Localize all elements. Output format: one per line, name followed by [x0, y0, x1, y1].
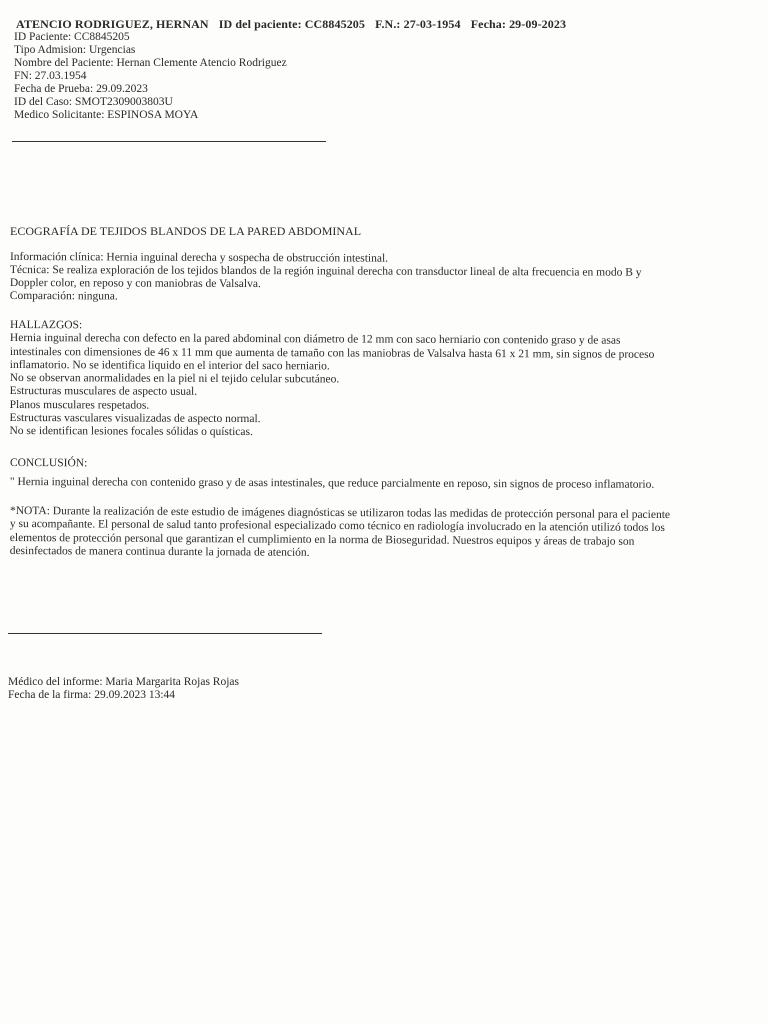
findings-line: Estructuras vasculares visualizadas de aspecto normal.	[9, 412, 261, 426]
findings-heading: HALLAZGOS:	[9, 319, 83, 332]
clinical-line: Doppler color, en reposo y con maniobras de Valsalva.	[9, 276, 261, 291]
patient-id: ID del paciente: CC8845205	[218, 17, 366, 31]
info-line: FN: 27.03.1954	[14, 70, 87, 82]
patient-info-block	[14, 31, 734, 122]
signature-date: Fecha de la firma: 29.09.2023 13:44	[8, 689, 176, 701]
clinical-line: Técnica: Se realiza exploración de los tejidos blandos de la región inguinal derecha con transductor lineal de alta frecuencia en modo B y	[9, 263, 642, 279]
conclusion-section	[10, 457, 730, 492]
note-line: elementos de protección personal que garantizan el cumplimiento en la norma de Bioseguridad. Nuestros equipos y áreas de trabajo son	[9, 531, 635, 548]
info-line: Fecha de Prueba: 29.09.2023	[14, 83, 148, 95]
findings-line: Hernia inguinal derecha con defecto en la pared abdominal con diámetro de 12 mm con saco herniario con contenido graso y de asas	[9, 332, 621, 347]
note-line: *NOTA: Durante la realización de este estudio de imágenes diagnósticas se utilizaron todas las medidas de protección personal para el paciente	[9, 505, 671, 522]
info-line: ID del Caso: SMOT2309003803U	[14, 96, 173, 108]
report-header	[16, 18, 573, 31]
info-line: Medico Solicitante: ESPINOSA MOYA	[14, 109, 199, 121]
physician-name: Médico del informe: Maria Margarita Rojas Rojas	[8, 676, 240, 688]
findings-line: Planos musculares respetados.	[9, 398, 150, 412]
conclusion-text: " Hernia inguinal derecha con contenido graso y de asas intestinales, que reduce parcialmente en reposo, sin signos de proceso inflamatorio.	[9, 475, 655, 491]
conclusion-heading: CONCLUSIÓN:	[9, 457, 88, 470]
findings-line: intestinales con dimensiones de 46 x 11 mm que aumenta de tamaño con las maniobras de Valsalva hasta 61 x 21 mm, sin signos de proceso	[9, 345, 655, 361]
findings-line: inflamatorio. No se identifica liquido en el interior del saco herniario.	[9, 358, 330, 373]
study-title: ECOGRAFÍA DE TEJIDOS BLANDOS DE LA PARED ABDOMINAL	[10, 224, 362, 238]
clinical-section	[10, 251, 730, 306]
header-divider	[12, 141, 326, 142]
signature-divider	[8, 633, 322, 634]
note-line: desinfectados de manera continua durante la jornada de atención.	[9, 544, 310, 559]
signature-block	[8, 676, 728, 702]
report-date: Fecha: 29-09-2023	[470, 17, 567, 31]
clinical-line: Comparación: ninguna.	[9, 289, 118, 303]
note-line: y su acompañante. El personal de salud tanto profesional especializado como técnico en radiología involucrado en la atención utilizó todos los	[9, 518, 665, 535]
birth-date: F.N.: 27-03-1954	[375, 17, 461, 31]
findings-line: No se observan anormalidades en la piel ni el tejido celular subcutáneo.	[9, 372, 340, 386]
findings-line: No se identifican lesiones focales sólidas o quísticas.	[9, 425, 253, 439]
patient-name: ATENCIO RODRIGUEZ, HERNAN	[16, 17, 209, 31]
findings-section	[9, 319, 730, 442]
info-line: Tipo Admision: Urgencias	[14, 44, 136, 56]
clinical-line: Información clínica: Hernia inguinal derecha y sospecha de obstrucción intestinal.	[9, 251, 389, 265]
info-line: Nombre del Paciente: Hernan Clemente Atencio Rodriguez	[14, 57, 287, 69]
findings-line: Estructuras musculares de aspecto usual.	[9, 385, 198, 399]
info-line: ID Paciente: CC8845205	[14, 31, 130, 43]
note-section	[10, 505, 730, 563]
